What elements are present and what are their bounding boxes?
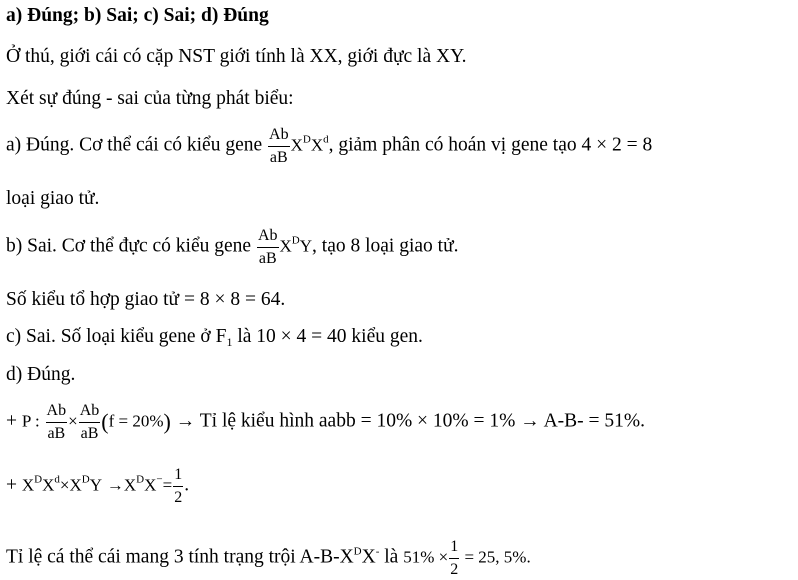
genotype-fraction-a — [268, 126, 290, 166]
genotype-fraction-b — [257, 227, 279, 267]
statement-c — [6, 327, 423, 347]
statement-b-post: , tạo 8 loại giao tử. — [312, 235, 459, 257]
parent-fraction-1 — [46, 402, 68, 442]
answer-line: a) Đúng; b) Sai; c) Sai; d) Đúng — [6, 5, 269, 26]
parent-fraction-2 — [79, 402, 101, 442]
sex-chromosome: X — [69, 475, 82, 495]
combination-text: Số kiểu tổ hợp giao tử = 8 × 8 = 64. — [6, 289, 286, 310]
equals-sign: = — [162, 475, 173, 495]
sex-chromosome: X — [290, 135, 303, 155]
statement-a-continued: loại giao tử. — [6, 188, 100, 209]
final-value: 51% × — [403, 547, 449, 567]
parent-label: P : — [21, 411, 40, 431]
intro-text: Ở thú, giới cái có cặp NST giới tính là XX, giới đực là XY. — [6, 46, 467, 67]
recombination-frequency: f = 20% — [108, 411, 164, 431]
statement-c-pre: c) Sai. Số loại kiểu gene ở F — [6, 326, 227, 347]
fraction-denominator: aB — [269, 148, 288, 166]
arrow: → — [106, 475, 124, 495]
statement-b — [6, 227, 459, 267]
sex-chromosome: X — [361, 546, 376, 568]
allele-superscript: D — [302, 133, 311, 146]
times-sign: × — [59, 475, 70, 495]
y-chromosome: Y — [89, 475, 102, 495]
final-pre: Tỉ lệ cá thể cái mang 3 tính trạng trội A-B-X — [6, 546, 354, 568]
allele-superscript: d — [323, 133, 329, 146]
statement-a — [6, 126, 652, 166]
fraction-numerator: 1 — [449, 538, 459, 559]
generation-subscript: 1 — [226, 335, 233, 349]
sex-chromosome: X — [310, 135, 324, 155]
final-fraction — [449, 538, 459, 578]
allele-superscript: − — [156, 473, 163, 486]
final-ratio — [6, 538, 531, 578]
fraction-denominator: 2 — [450, 560, 459, 578]
statement-d-label: d) Đúng. — [6, 364, 76, 385]
fraction-numerator: Ab — [268, 126, 290, 147]
plus-sign: + — [6, 410, 17, 432]
fraction-numerator: Ab — [79, 402, 101, 423]
fraction-denominator: 2 — [174, 488, 183, 506]
statement-c-post: là 10 × 4 = 40 kiểu gen. — [232, 326, 423, 347]
sex-chromosome: X — [279, 236, 292, 256]
plus-sign: + — [6, 474, 17, 496]
times-sign: × — [68, 411, 78, 431]
statement-a-pre: a) Đúng. Cơ thể cái có kiểu gene — [6, 134, 263, 156]
sex-chromosome: X — [144, 475, 157, 495]
allele-superscript: D — [353, 545, 362, 558]
fraction-denominator: aB — [258, 249, 277, 267]
period: . — [184, 474, 190, 496]
y-chromosome: Y — [299, 236, 313, 256]
sex-chromosome: X — [42, 475, 55, 495]
fraction-numerator: Ab — [46, 402, 68, 423]
allele-superscript: D — [291, 234, 300, 247]
fraction-denominator: aB — [47, 424, 66, 442]
sex-chromosome: X — [21, 475, 35, 495]
fraction-numerator: 1 — [173, 466, 183, 487]
statement-b-pre: b) Sai. Cơ thể đực có kiểu gene — [6, 235, 252, 257]
half-fraction — [173, 466, 183, 506]
final-result: = 25, 5%. — [460, 547, 531, 567]
sex-chromosome: X — [123, 475, 137, 495]
allele-superscript: D — [34, 473, 43, 486]
phenotype-ratio-text: → Tỉ lệ kiểu hình aabb = 10% × 10% = 1% → A-B- = 51%. — [170, 410, 646, 432]
paren-close: ) — [163, 409, 171, 435]
allele-superscript: D — [81, 473, 90, 486]
final-mid: là — [379, 546, 404, 568]
allele-superscript: D — [136, 473, 145, 486]
fraction-numerator: Ab — [257, 227, 279, 248]
fraction-denominator: aB — [80, 424, 99, 442]
allele-superscript: d — [54, 473, 60, 486]
statement-a-post: , giảm phân có hoán vị gene tạo 4 × 2 = 8 — [328, 134, 653, 156]
allele-superscript: - — [375, 545, 380, 558]
consider-text: Xét sự đúng - sai của từng phát biểu: — [6, 88, 294, 109]
statement-d-line2 — [6, 466, 189, 506]
statement-d-line1 — [6, 402, 645, 442]
paren-open: ( — [101, 409, 109, 435]
